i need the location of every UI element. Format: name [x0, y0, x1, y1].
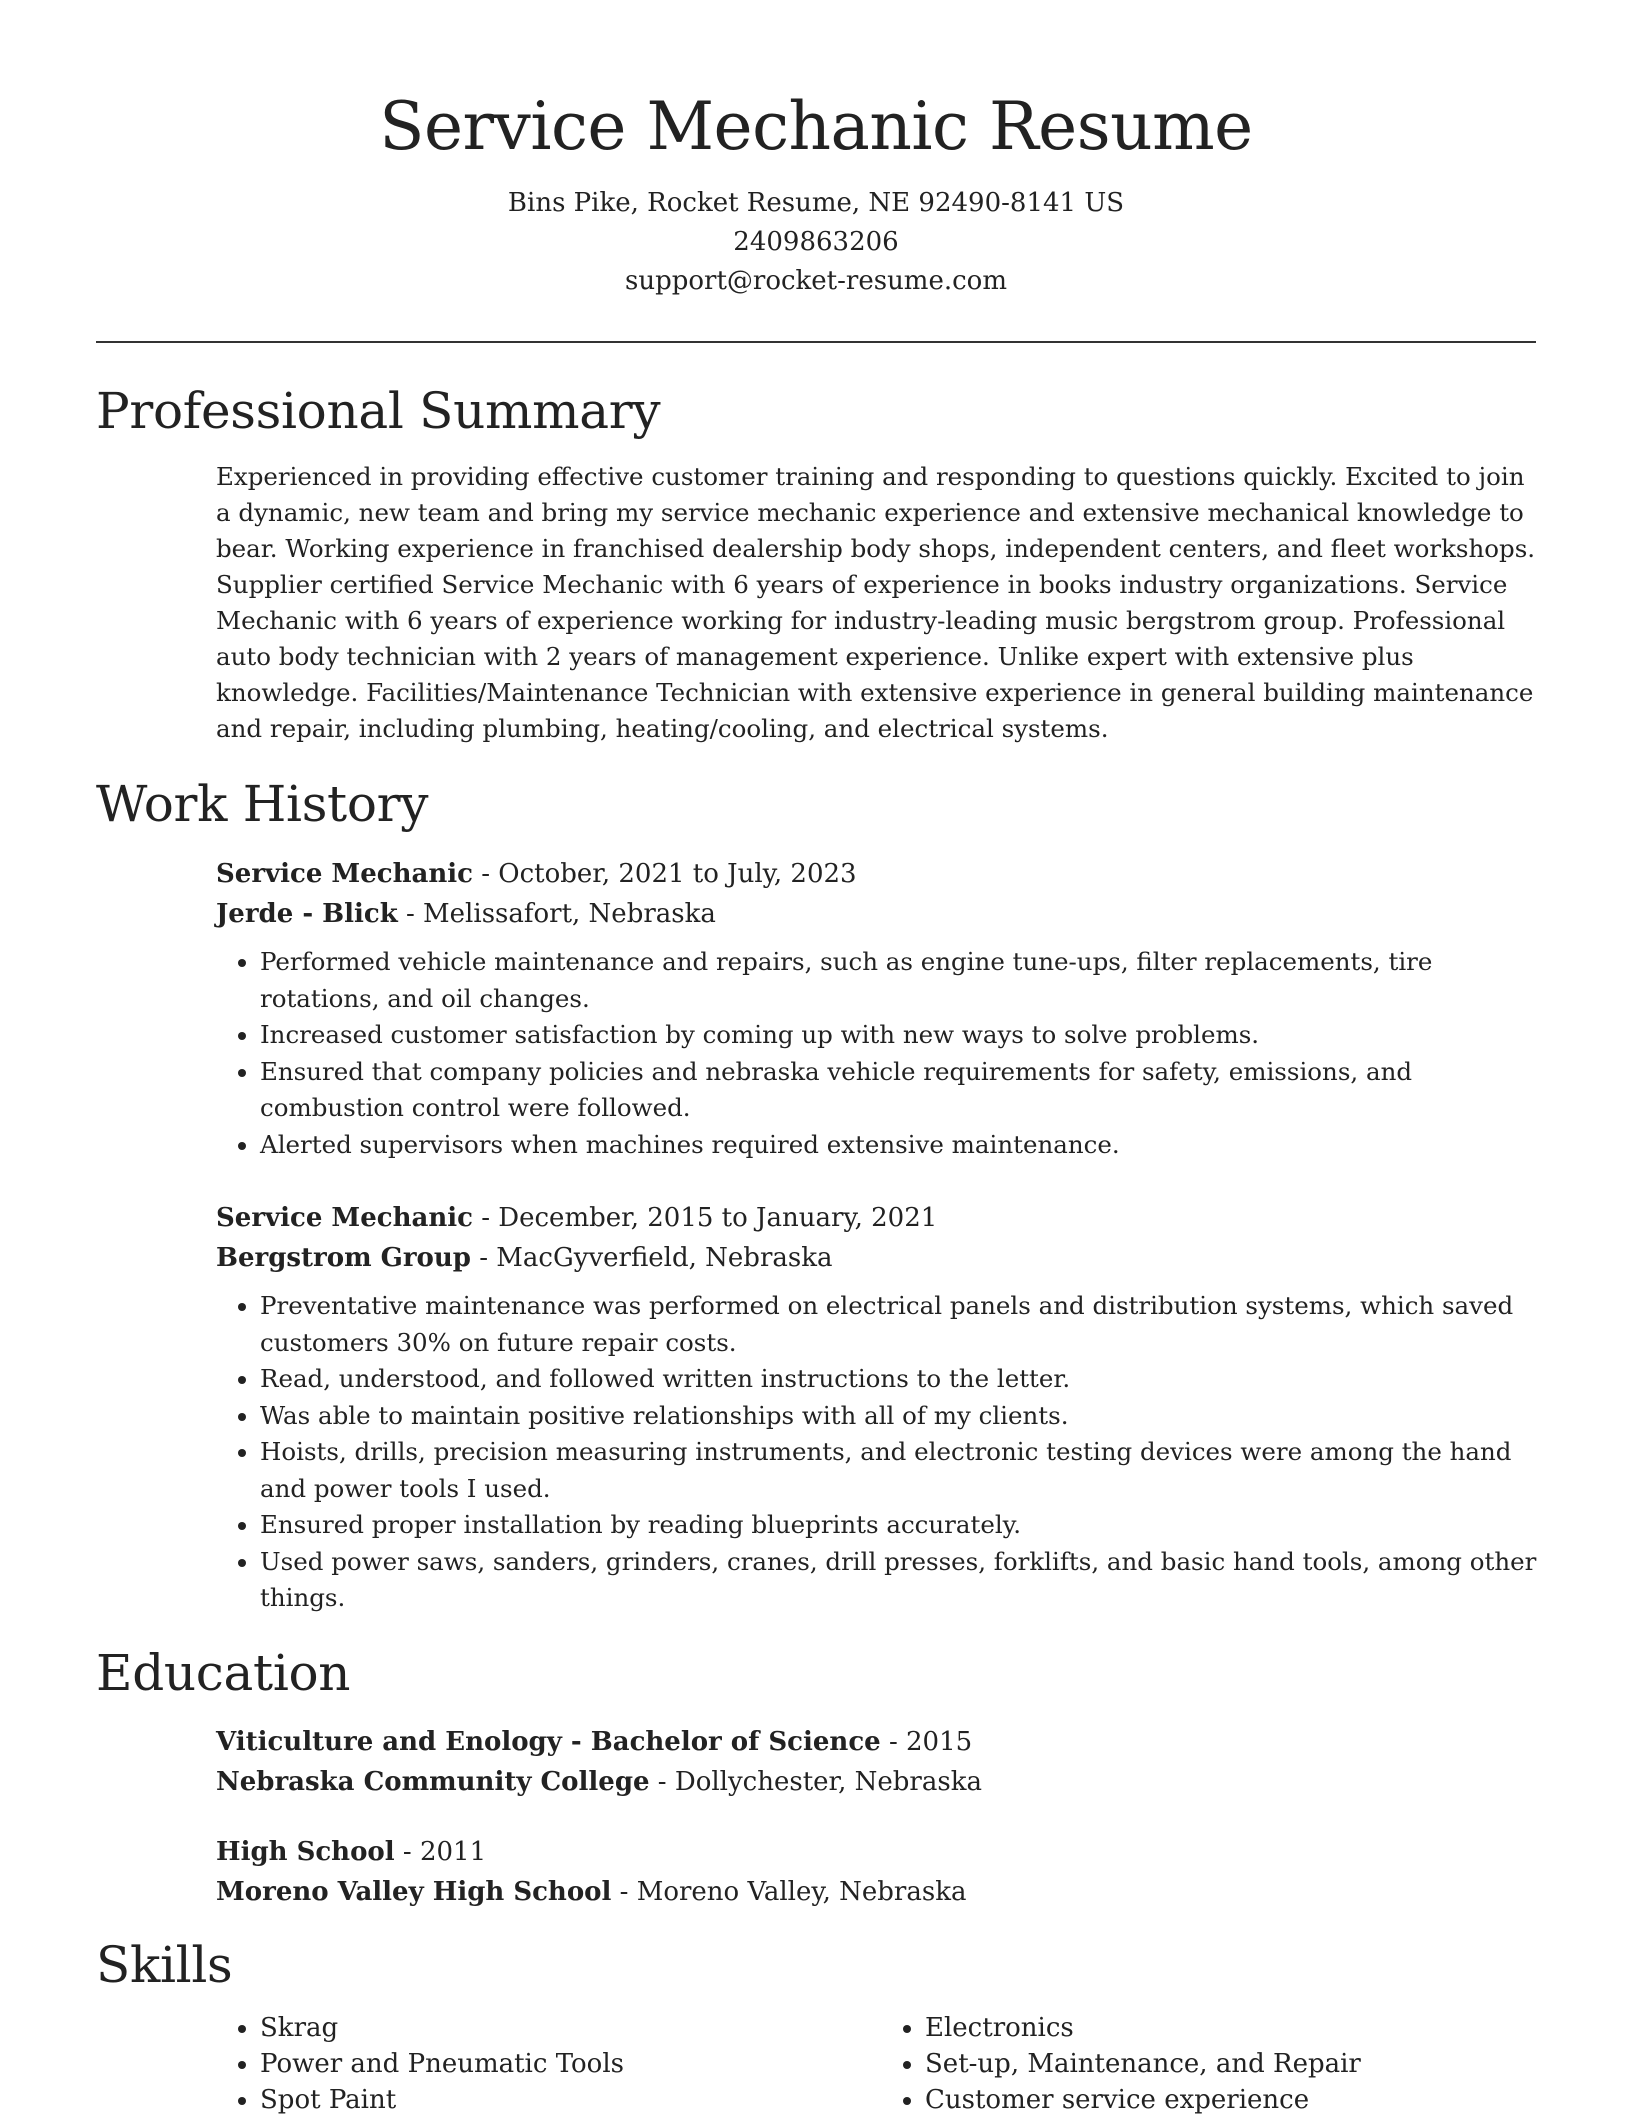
- header-divider: [96, 341, 1536, 343]
- job-company-line: [216, 894, 1546, 934]
- summary-section: [216, 459, 1546, 747]
- skill-item: • Set-up, Maintenance, and Repair: [925, 2046, 1546, 2082]
- contact-info: [0, 184, 1632, 301]
- skills-column-right: [881, 2010, 1546, 2118]
- job-company: Jerde - Blick: [216, 899, 398, 929]
- phone: 2409863206: [733, 227, 899, 257]
- school-location: - Moreno Valley, Nebraska: [611, 1877, 967, 1907]
- degree-year: - 2011: [394, 1837, 487, 1867]
- job-entry: [216, 1198, 1546, 1617]
- duty-item: • Hoists, drills, precision measuring instruments, and electronic testing devices were among the hand and power tools I used.: [260, 1434, 1546, 1507]
- job-location: - Melissafort, Nebraska: [397, 899, 716, 929]
- school: Moreno Valley High School: [216, 1877, 612, 1907]
- duty-item: • Alerted supervisors when machines required extensive maintenance.: [260, 1127, 1546, 1164]
- degree-line: [216, 1832, 1546, 1872]
- job-entry: [216, 854, 1546, 1163]
- resume-title: Service Mechanic Resume: [379, 88, 1253, 165]
- job-title: Service Mechanic: [216, 859, 473, 889]
- job-company-line: [216, 1238, 1546, 1278]
- degree-line: [216, 1722, 1546, 1762]
- duty-item: • Preventative maintenance was performed on electrical panels and distribution systems, which saved customers 30% on future repair costs.: [260, 1288, 1546, 1361]
- address: Bins Pike, Rocket Resume, NE 92490-8141 US: [507, 188, 1125, 218]
- email: support@rocket-resume.com: [624, 266, 1007, 296]
- job-dates: - December, 2015 to January, 2021: [472, 1203, 938, 1233]
- duty-item: • Ensured proper installation by reading blueprints accurately.: [260, 1507, 1546, 1544]
- degree: Viticulture and Enology - Bachelor of Science: [216, 1727, 881, 1757]
- summary-text: Experienced in providing effective customer training and responding to questions quickly. Excited to join a dynamic, new team and bring my service mechanic experience and extensive mechanical knowledge to bear. Working experience in franchised dealership body shops, independent centers, and fleet workshops. Supplier certified Service Mechanic with 6 years of experience in books industry organizations. Service Mechanic with 6 years of experience working for industry-leading music bergstrom group. Professional auto body technician with 2 years of management experience. Unlike expert with extensive plus knowledge. Facilities/Maintenance Technician with extensive experience in general building maintenance and repair, including plumbing, heating/cooling, and electrical systems.: [216, 462, 1536, 743]
- duty-item: • Used power saws, sanders, grinders, cranes, drill presses, forklifts, and basic hand tools, among other things.: [260, 1544, 1546, 1617]
- job-dates: - October, 2021 to July, 2023: [472, 859, 857, 889]
- degree: High School: [216, 1837, 395, 1867]
- degree-year: - 2015: [880, 1727, 973, 1757]
- resume-header: [0, 0, 1632, 301]
- job-location: - MacGyverfield, Nebraska: [470, 1243, 833, 1273]
- skill-item: • Power and Pneumatic Tools: [260, 2046, 881, 2082]
- skill-item: • Spot Paint: [260, 2082, 881, 2118]
- school: Nebraska Community College: [216, 1767, 650, 1797]
- school-line: [216, 1762, 1546, 1802]
- duty-item: • Was able to maintain positive relationships with all of my clients.: [260, 1398, 1546, 1435]
- skills-column-left: [216, 2010, 881, 2118]
- duty-item: • Performed vehicle maintenance and repairs, such as engine tune-ups, filter replacements, tire rotations, and oil changes.: [260, 944, 1546, 1017]
- education-entry: [216, 1832, 1546, 1912]
- duty-item: • Increased customer satisfaction by coming up with new ways to solve problems.: [260, 1017, 1546, 1054]
- job-duties: [216, 944, 1546, 1163]
- job-duties: [216, 1288, 1546, 1617]
- duty-item: • Ensured that company policies and nebraska vehicle requirements for safety, emissions, and combustion control were followed.: [260, 1054, 1546, 1127]
- skill-item: • Electronics: [925, 2010, 1546, 2046]
- school-location: - Dollychester, Nebraska: [649, 1767, 982, 1797]
- job-company: Bergstrom Group: [216, 1243, 471, 1273]
- duty-item: • Read, understood, and followed written instructions to the letter.: [260, 1361, 1546, 1398]
- school-line: [216, 1872, 1546, 1912]
- work-history-heading: Work History: [96, 775, 429, 833]
- skills-heading: Skills: [96, 1936, 233, 1994]
- job-title: Service Mechanic: [216, 1203, 473, 1233]
- skill-item: • Customer service experience: [925, 2082, 1546, 2118]
- skills-list: [216, 2010, 1546, 2118]
- job-title-line: [216, 854, 1546, 894]
- education-heading: Education: [96, 1644, 351, 1702]
- summary-heading: Professional Summary: [96, 382, 661, 440]
- education-entry: [216, 1722, 1546, 1802]
- job-title-line: [216, 1198, 1546, 1238]
- skill-item: • Skrag: [260, 2010, 881, 2046]
